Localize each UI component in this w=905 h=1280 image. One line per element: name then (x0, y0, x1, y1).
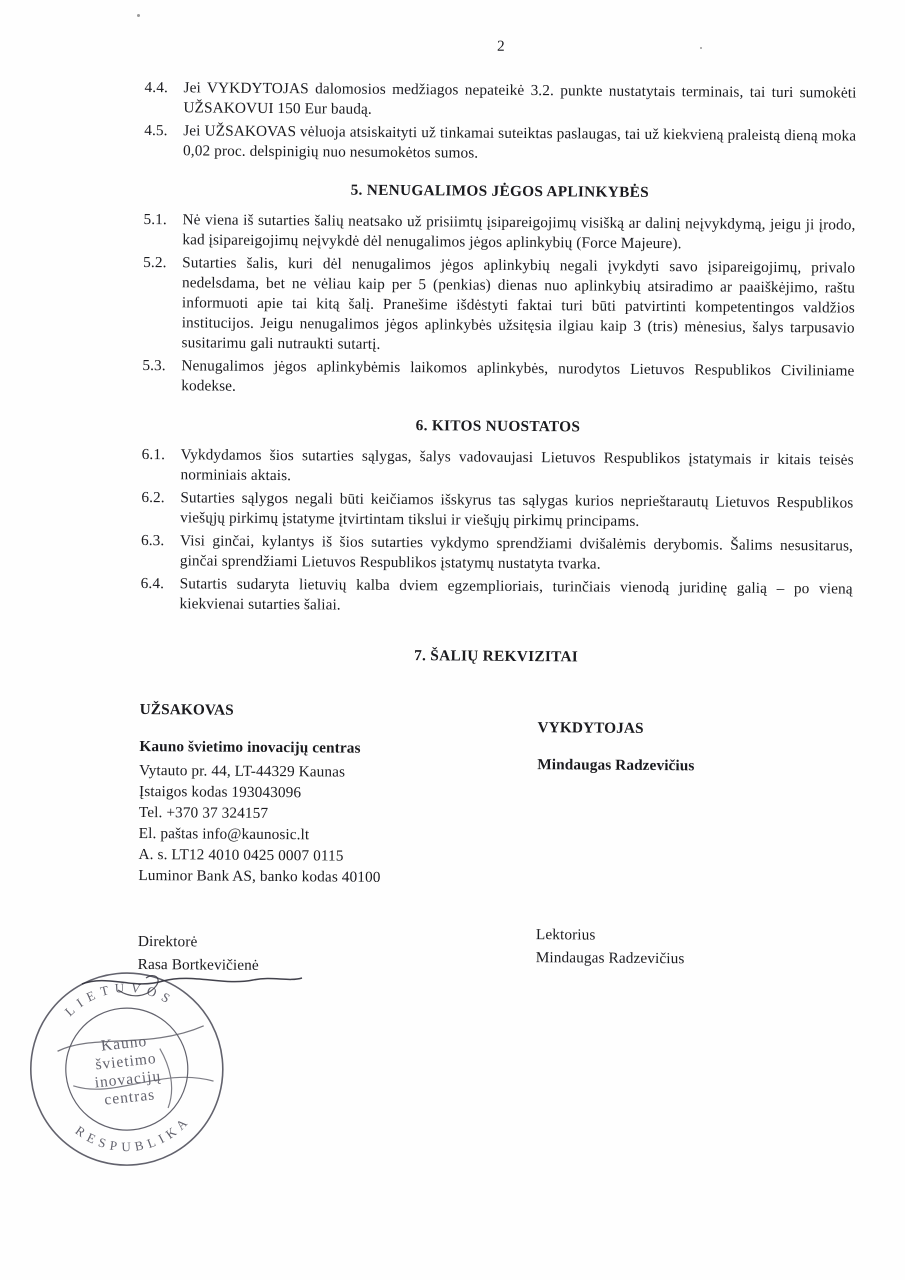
clause-item (144, 121, 856, 167)
uzsakovas-label: UŽSAKOVAS (139, 700, 234, 719)
stamp-signature-stroke (70, 1043, 216, 1117)
official-round-stamp (0, 941, 256, 1202)
clause-number: 6.4. (140, 574, 165, 593)
party-uzsakovas (138, 700, 538, 979)
uzsakovas-code: Įstaigos kodas 193043096 (138, 782, 302, 802)
clause-item (144, 78, 856, 124)
stamp-text-line1: Kauno (100, 1032, 149, 1055)
clause-item (143, 210, 855, 256)
stamp-ring-text-top: LIETUVOS (61, 979, 178, 1020)
uzsakovas-bank: Luminor Bank AS, banko kodas 40100 (138, 866, 381, 886)
uzsakovas-address: Vytauto pr. 44, LT-44329 Kaunas (139, 761, 346, 781)
scan-speck (137, 14, 140, 17)
parties-section (138, 700, 852, 982)
clause-number: 5.3. (142, 356, 166, 375)
uzsakovas-signature-block (138, 930, 536, 979)
clause-text: Visi ginčai, kylantys iš šios sutarties vykdymo sprendžiami dvišalėmis derybomis. Šalims nesusitarus, ginčai sprendžiami Lietuvos Respublikos įstatymų nustatyta tvarka. (179, 532, 854, 573)
clause-item (142, 356, 854, 402)
clause-text: Sutarties sąlygos negali būti keičiamos išskyrus tas sąlygas kurios neprieštarautų Lietuvos Respublikos viešųjų pirkimų įstatyme įtvirtintam tikslui ir viešųjų pirkimų principams. (180, 489, 854, 530)
stamp-text-line4: centras (103, 1086, 156, 1109)
clause-text: Sutarties šalis, kuri dėl nenugalimos jėgos aplinkybių negali įvykdyti savo įsipareigojimų, privalo nedelsdama, bet ne vėliau kaip per 5 (penkias) dienas nuo aplinkybių atsiradimo ar paaiškėjimo, raštu informuoti apie tai kitą šalį. Pranešime išdėstyti faktai turi būti patvirtinti kompetentingos valdžios institucijos. Jeigu nenugalimos jėgos aplinkybės užsitęsia ilgiau kaip 3 (tris) mėnesius, šalys tarpusavio susitarimu gali nutraukti sutartį. (181, 254, 856, 353)
vykdytojas-position: Lektorius (535, 926, 596, 944)
clause-number: 6.3. (140, 531, 165, 550)
uzsakovas-email: El. paštas info@kaunosic.lt (138, 824, 310, 844)
vykdytojas-name: Mindaugas Radzevičius (537, 756, 695, 775)
clause-text: Nė viena iš sutarties šalių neatsako už prisiimtų įsipareigojimų visišką ar dalinį neįvykdymą, jeigu ji įrodo, kad įsipareigojimų neįvykdė dėl nenugalimos jėgos aplinkybių (Force Majeure). (182, 211, 856, 253)
clause-number: 4.4. (144, 78, 169, 97)
clause-number: 6.2. (141, 488, 165, 507)
clause-number: 5.1. (143, 210, 167, 229)
clause-item (141, 445, 853, 491)
uzsakovas-account: A. s. LT12 4010 0425 0007 0115 (138, 845, 344, 865)
stamp-signature-stroke (57, 1026, 205, 1051)
clause-item (141, 488, 853, 534)
clause-number: 5.2. (143, 253, 167, 272)
stamp-text-line2: švietimo (94, 1049, 158, 1074)
clause-item (142, 253, 855, 359)
vykdytojas-signer: Mindaugas Radzevičius (535, 949, 685, 968)
party-vykdytojas (536, 703, 852, 981)
clause-item (141, 531, 853, 577)
section-heading-6: 6. KITOS NUOSTATOS (415, 417, 581, 436)
stamp-ring-text-bottom: RESPUBLIKA (72, 1112, 194, 1155)
section-heading-7: 7. ŠALIŲ REKVIZITAI (414, 647, 579, 666)
signature-stroke (82, 978, 302, 984)
stamp-outer-ring (21, 964, 232, 1175)
clause-item (140, 574, 852, 620)
clause-text: Jei VYKDYTOJAS dalomosios medžiagos nepateikė 3.2. punkte nustatytais terminais, tai turi sumokėti UŽSAKOVUI 150 Eur baudą. (183, 79, 857, 118)
page-number: 2 (496, 37, 505, 55)
uzsakovas-signer: Rasa Bortkevičienė (137, 955, 259, 974)
stamp-inner-ring (60, 1002, 194, 1136)
clause-text: Nenugalimos jėgos aplinkybėmis laikomos aplinkybės, nurodytos Lietuvos Respublikos Civiliniame kodekse. (181, 357, 855, 395)
clause-text: Sutartis sudaryta lietuvių kalba dviem egzemplioriais, turinčiais vienodą juridinę galią – po vieną kiekvienai sutarties šaliai. (179, 575, 853, 614)
signature-stroke (118, 976, 158, 996)
section-heading-5: 5. NENUGALIMOS JĖGOS APLINKYBĖS (350, 181, 649, 201)
vykdytojas-label: VYKDYTOJAS (537, 719, 644, 737)
clause-number: 6.1. (141, 445, 166, 464)
clause-number: 4.5. (144, 121, 168, 140)
clause-text: Jei UŽSAKOVAS vėluoja atsiskaityti už tinkamai suteiktas paslaugas, tai už kiekvieną praleistą dieną moka 0,02 proc. delspinigių nuo nesumokėtos sumos. (183, 122, 857, 162)
page-content (138, 34, 857, 982)
uzsakovas-name: Kauno švietimo inovacijų centras (139, 737, 361, 757)
clause-text: Vykdydamos šios sutarties sąlygas, šalys vadovaujasi Lietuvos Respublikos įstatymais ir kitais teisės norminiais aktais. (180, 446, 854, 485)
vykdytojas-signature-block (536, 923, 850, 971)
stamp-text-line3: inovacijų (93, 1067, 162, 1092)
uzsakovas-tel: Tel. +370 37 324157 (138, 803, 269, 822)
uzsakovas-position: Direktorė (137, 932, 198, 951)
